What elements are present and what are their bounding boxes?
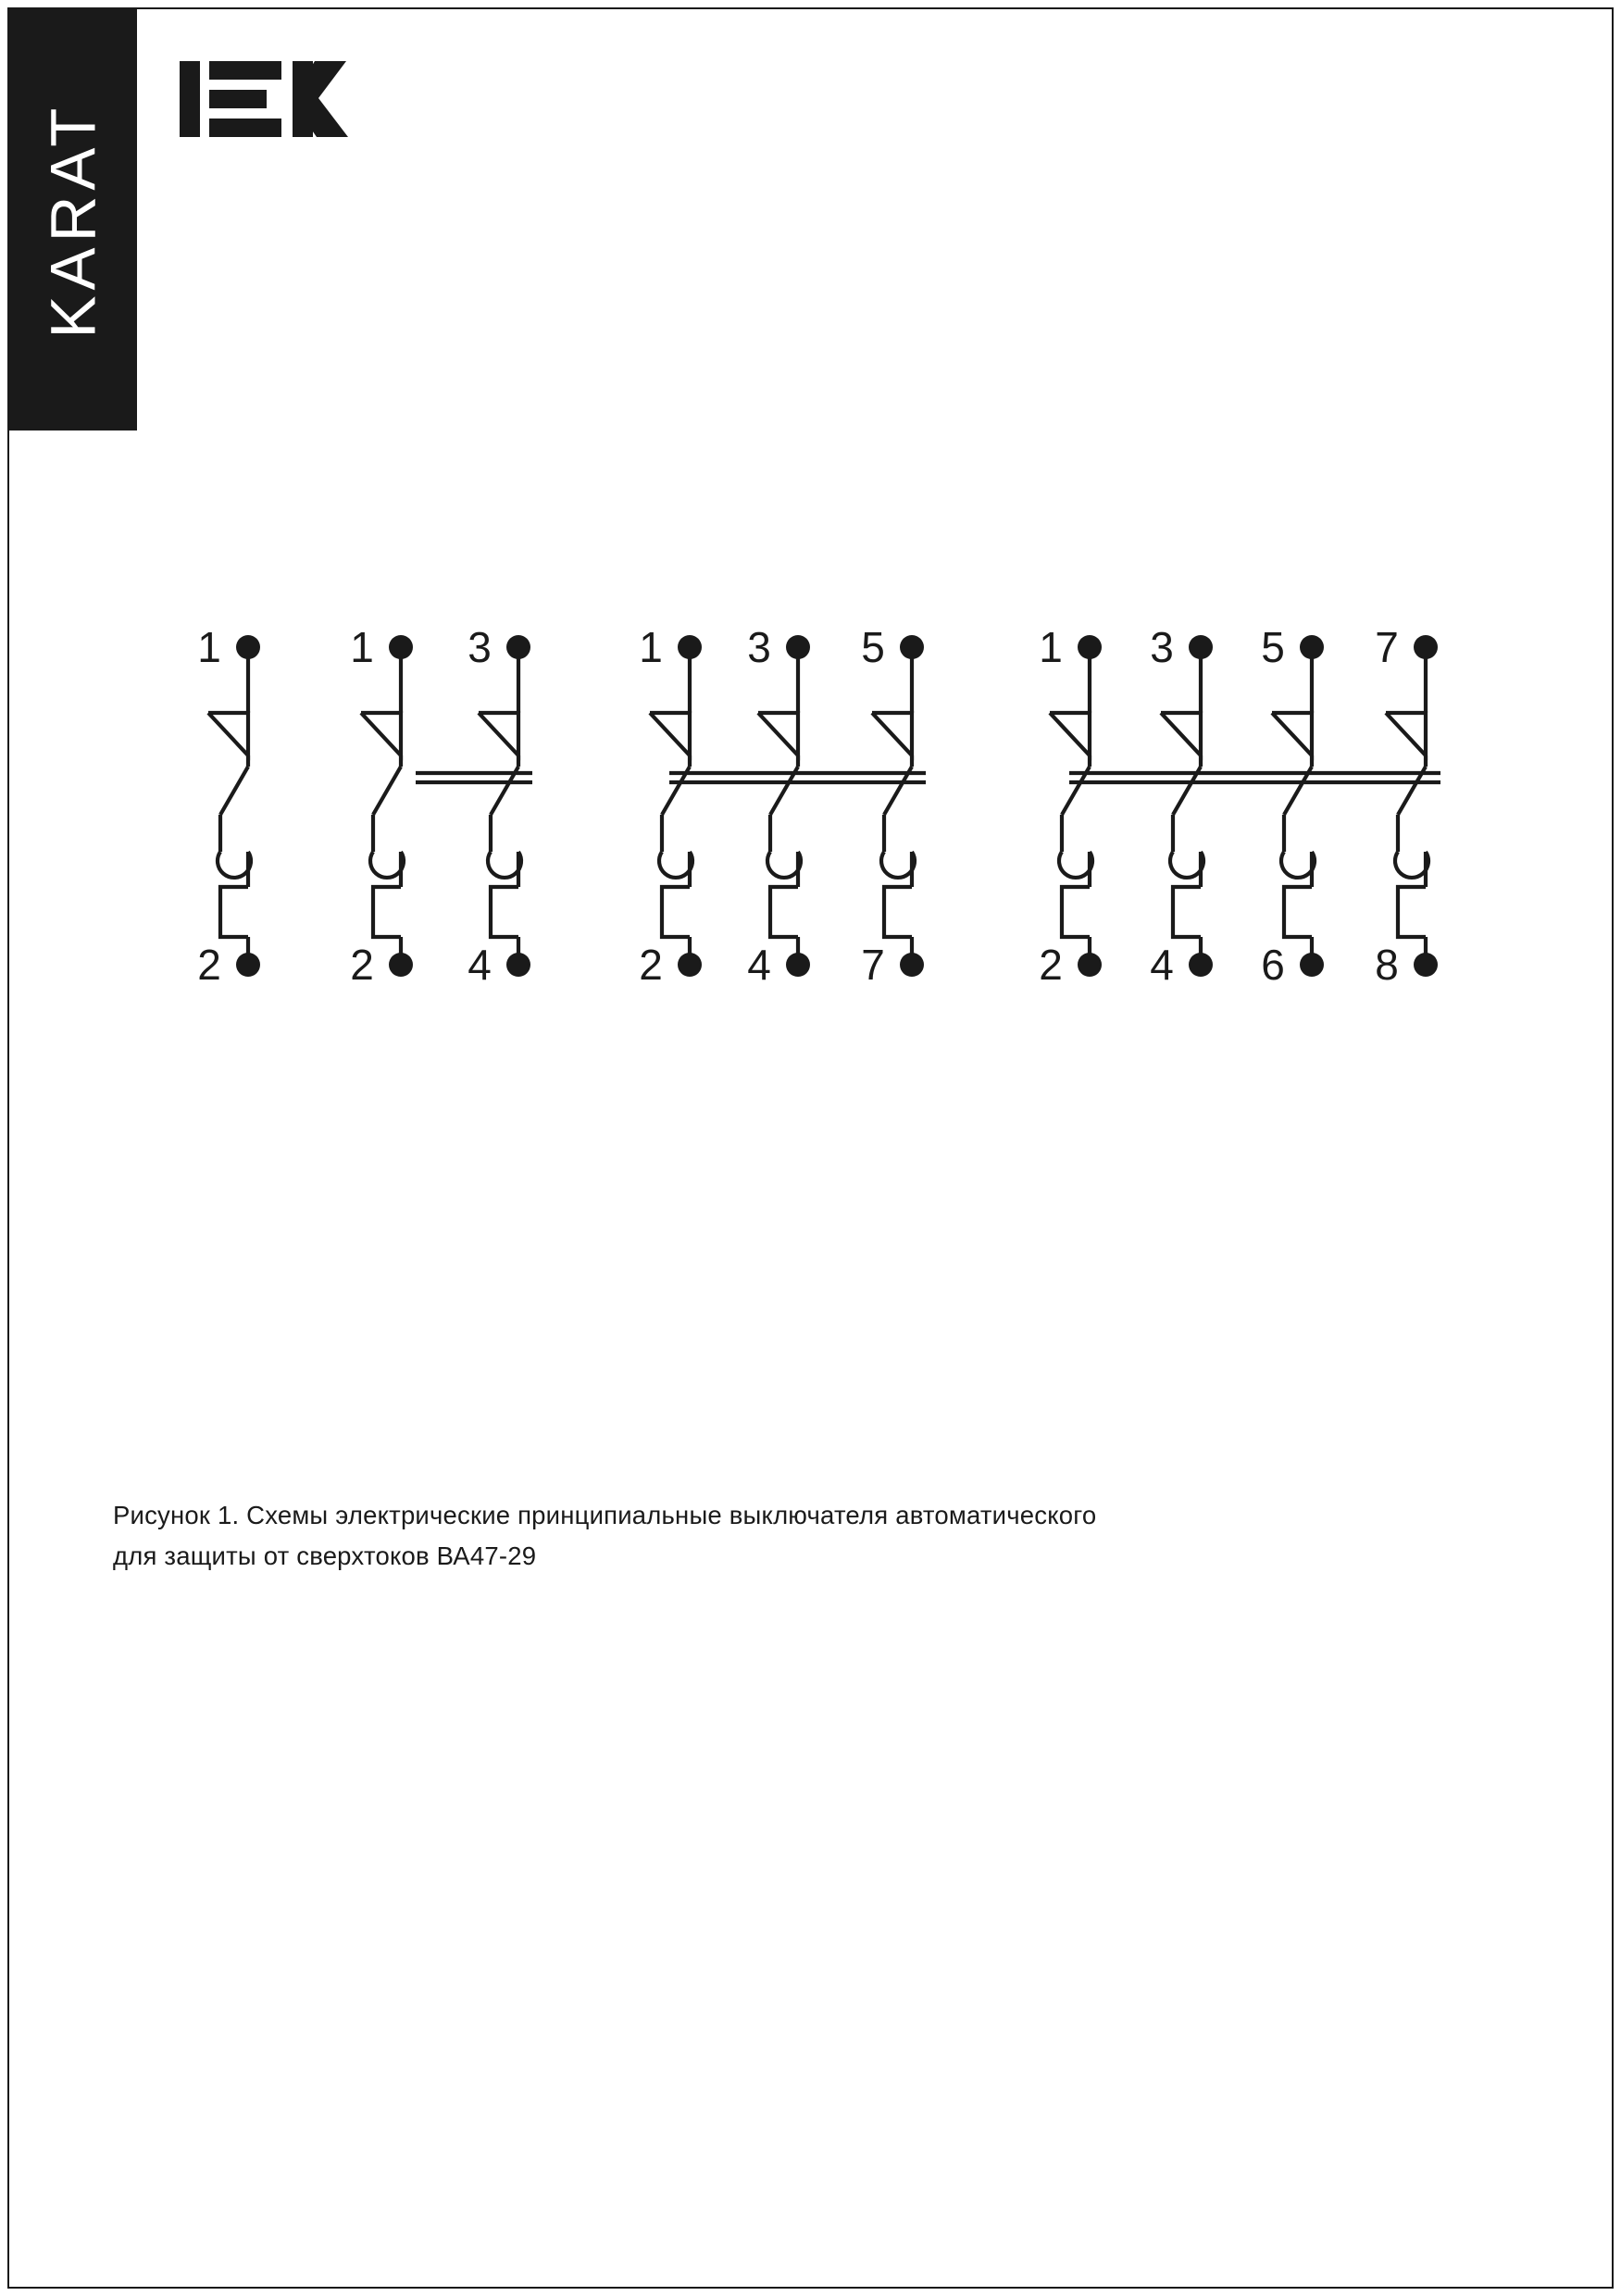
terminal-label: 7: [861, 941, 885, 989]
figure-caption: [113, 1495, 1316, 1577]
brand-name-karat: KARAT: [37, 102, 109, 338]
figure-caption-line-2: для защиты от сверхтоков ВА47-29: [113, 1541, 537, 1570]
terminal-label: 1: [639, 623, 663, 671]
iek-logo: [178, 57, 354, 141]
terminal-label: 3: [747, 623, 771, 671]
terminal-label: 4: [1150, 941, 1174, 989]
terminal-label: 8: [1375, 941, 1399, 989]
terminal-label: 3: [1150, 623, 1174, 671]
figure-caption-line-1: Рисунок 1. Схемы электрические принципиальные выключателя автоматического: [113, 1501, 1097, 1529]
terminal-label: 4: [468, 941, 492, 989]
terminal-label: 7: [1375, 623, 1399, 671]
terminal-label: 4: [747, 941, 771, 989]
terminal-label: 5: [1261, 623, 1285, 671]
terminal-label: 2: [350, 941, 374, 989]
terminal-label: 2: [197, 941, 221, 989]
terminal-label: 1: [197, 623, 221, 671]
terminal-label: 6: [1261, 941, 1285, 989]
circuit-diagram: [0, 574, 1621, 1222]
terminal-label: 2: [1039, 941, 1063, 989]
brand-tab: [9, 9, 137, 430]
terminal-label: 1: [1039, 623, 1063, 671]
terminal-label: 1: [350, 623, 374, 671]
terminal-label: 3: [468, 623, 492, 671]
terminal-label: 2: [639, 941, 663, 989]
terminal-label: 5: [861, 623, 885, 671]
